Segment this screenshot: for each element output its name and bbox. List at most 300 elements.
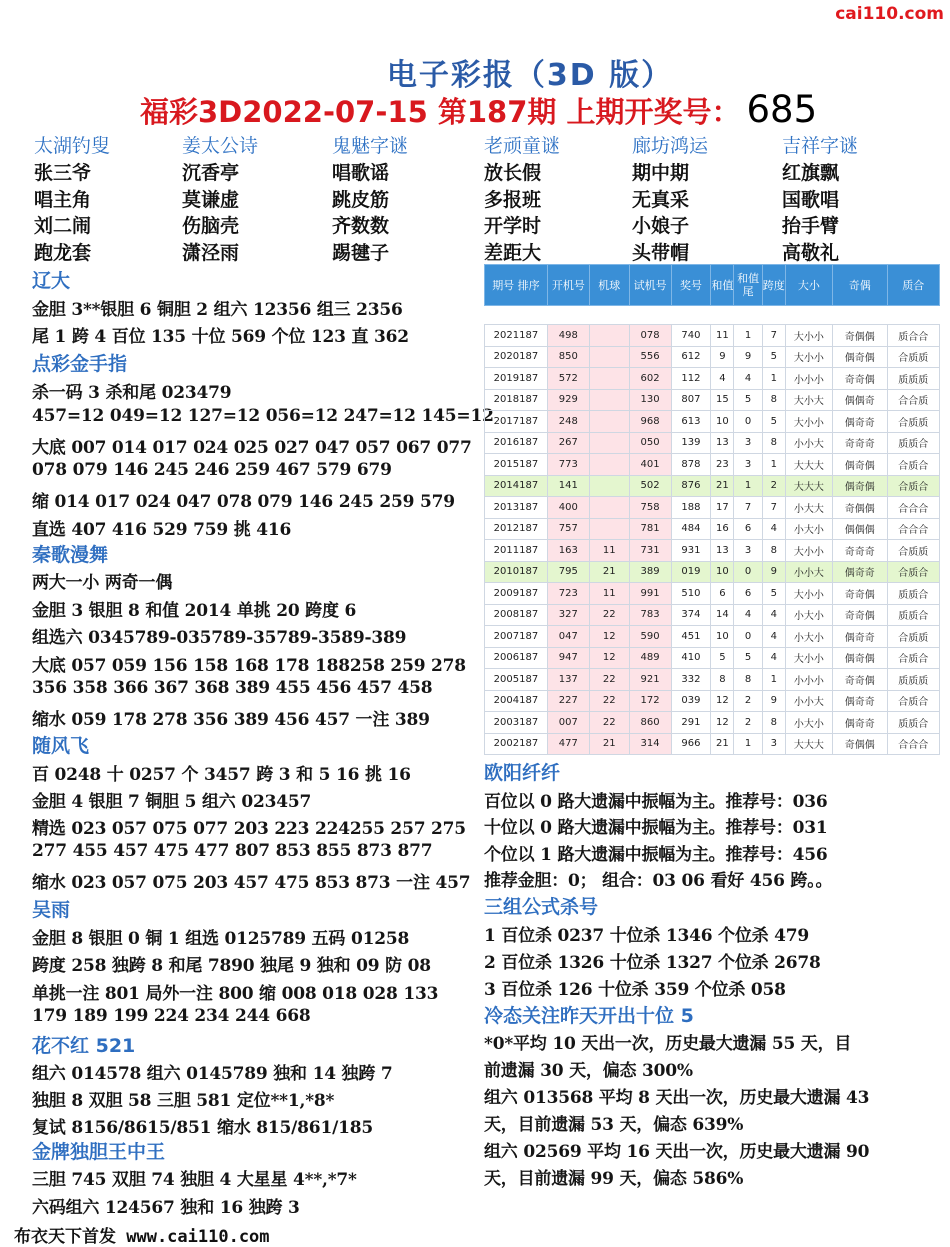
- table-cell: 2018187: [485, 389, 548, 411]
- section-heading: 金牌独胆王中王: [32, 1141, 166, 1163]
- table-cell: 267: [547, 432, 589, 454]
- column-author: 太湖钓叟: [34, 135, 111, 157]
- table-cell: 偶奇偶: [832, 647, 887, 669]
- tip-line: 百 0248 十 0257 个 3457 跨 3 和 5 16 挑 16: [32, 765, 411, 785]
- table-cell: 偶奇奇: [832, 712, 887, 734]
- table-cell: 质质合: [887, 712, 940, 734]
- table-cell: [589, 475, 629, 497]
- tip-line: 天，目前遗漏 99 天，偏态 586%: [484, 1169, 744, 1189]
- table-cell: 质质合: [887, 432, 940, 454]
- table-cell: 奇奇奇: [832, 432, 887, 454]
- riddle-item: 开学时: [484, 215, 542, 237]
- table-cell: 2: [762, 475, 785, 497]
- table-cell: 质质合: [887, 583, 940, 605]
- table-cell: 773: [547, 454, 589, 476]
- table-cell: 966: [671, 733, 711, 755]
- column-author: 姜太公诗: [182, 135, 259, 157]
- table-row: [485, 454, 940, 476]
- riddle-item: 刘二闹: [34, 215, 92, 237]
- table-cell: 929: [547, 389, 589, 411]
- riddle-item: 小娘子: [632, 215, 690, 237]
- table-row: [485, 325, 940, 347]
- table-cell: 大大大: [785, 454, 832, 476]
- table-cell: 3: [734, 432, 762, 454]
- table-cell: 4: [734, 604, 762, 626]
- table-cell: 2009187: [485, 583, 548, 605]
- table-cell: 奇偶偶: [832, 497, 887, 519]
- column-header: 奇偶: [832, 265, 887, 306]
- table-cell: 合质合: [887, 561, 940, 583]
- table-cell: 510: [671, 583, 711, 605]
- table-cell: [589, 346, 629, 368]
- section-heading: 三组公式杀号: [484, 896, 599, 918]
- tip-line: 组选六 0345789-035789-35789-3589-389: [32, 628, 407, 648]
- riddle-item: 跑龙套: [34, 241, 92, 264]
- table-cell: 2005187: [485, 669, 548, 691]
- tip-line: 直选 407 416 529 759 挑 416: [32, 520, 292, 540]
- table-cell: 8: [762, 712, 785, 734]
- table-cell: [589, 432, 629, 454]
- tip-line: 缩水 023 057 075 203 457 475 853 873 一注 457: [32, 873, 471, 893]
- table-cell: 332: [671, 669, 711, 691]
- table-cell: 10: [711, 411, 734, 433]
- table-cell: 2014187: [485, 475, 548, 497]
- table-cell: 781: [629, 518, 671, 540]
- table-cell: 大小小: [785, 346, 832, 368]
- column-header: 试机号: [629, 265, 671, 306]
- table-cell: 2010187: [485, 561, 548, 583]
- table-cell: 484: [671, 518, 711, 540]
- table-cell: 17: [711, 497, 734, 519]
- table-cell: 2015187: [485, 454, 548, 476]
- table-cell: 5: [711, 647, 734, 669]
- table-cell: 7: [734, 497, 762, 519]
- tip-line: 组六 014578 组六 0145789 独和 14 独跨 7: [32, 1064, 393, 1084]
- section-heading: 欧阳纤纤: [484, 762, 561, 784]
- column-author: 老顽童谜: [484, 135, 561, 157]
- table-cell: 12: [711, 712, 734, 734]
- table-cell: 007: [547, 712, 589, 734]
- table-cell: 1: [734, 475, 762, 497]
- table-cell: 合质合: [887, 690, 940, 712]
- tip-line: 尾 1 跨 4 百位 135 十位 569 个位 123 直 362: [32, 327, 409, 347]
- tip-line: 个位以 1 路大遗漏中振幅为主。推荐号：456: [484, 845, 828, 865]
- riddle-item: 张三爷: [34, 162, 92, 184]
- table-cell: 602: [629, 368, 671, 390]
- table-cell: 9: [711, 346, 734, 368]
- table-cell: 11: [589, 583, 629, 605]
- table-cell: 8: [762, 540, 785, 562]
- table-cell: 合质质: [887, 540, 940, 562]
- table-cell: 奇偶偶: [832, 325, 887, 347]
- table-cell: 5: [734, 647, 762, 669]
- tip-line: 金胆 3**银胆 6 铜胆 2 组六 12356 组三 2356: [32, 300, 403, 320]
- table-cell: 188: [671, 497, 711, 519]
- table-row: [485, 497, 940, 519]
- riddle-item: 高敬礼: [782, 241, 840, 264]
- table-cell: 2008187: [485, 604, 548, 626]
- table-cell: 小小大: [785, 561, 832, 583]
- table-cell: 2019187: [485, 368, 548, 390]
- site-watermark: cai110.com: [835, 4, 944, 24]
- column-author: 鬼魅字谜: [332, 135, 409, 157]
- table-cell: 22: [589, 669, 629, 691]
- table-cell: 047: [547, 626, 589, 648]
- table-cell: [589, 411, 629, 433]
- table-cell: 小小小: [785, 368, 832, 390]
- tip-line: 单挑一注 801 局外一注 800 缩 008 018 028 133: [32, 984, 439, 1004]
- table-cell: 12: [711, 690, 734, 712]
- table-cell: 731: [629, 540, 671, 562]
- table-cell: 大大大: [785, 475, 832, 497]
- table-cell: 0: [734, 561, 762, 583]
- table-cell: 2013187: [485, 497, 548, 519]
- riddle-item: 莫谦虚: [182, 188, 240, 211]
- table-cell: 合质质: [887, 346, 940, 368]
- table-row: [485, 411, 940, 433]
- table-cell: 大小小: [785, 325, 832, 347]
- table-cell: 947: [547, 647, 589, 669]
- table-cell: 400: [547, 497, 589, 519]
- table-cell: 7: [762, 497, 785, 519]
- table-cell: 14: [711, 604, 734, 626]
- table-cell: 偶奇奇: [832, 626, 887, 648]
- table-cell: [589, 325, 629, 347]
- table-cell: 21: [589, 733, 629, 755]
- table-cell: 172: [629, 690, 671, 712]
- table-cell: 11: [711, 325, 734, 347]
- table-cell: 758: [629, 497, 671, 519]
- table-cell: 合质合: [887, 475, 940, 497]
- column-header: 大小: [785, 265, 832, 306]
- table-cell: 奇奇偶: [832, 583, 887, 605]
- table-cell: 10: [711, 626, 734, 648]
- table-cell: 374: [671, 604, 711, 626]
- table-cell: 21: [589, 561, 629, 583]
- table-cell: 奇奇偶: [832, 669, 887, 691]
- table-cell: 小大小: [785, 712, 832, 734]
- table-cell: 合质合: [887, 647, 940, 669]
- table-cell: 968: [629, 411, 671, 433]
- table-cell: 130: [629, 389, 671, 411]
- table-row: [485, 647, 940, 669]
- table-row: [485, 389, 940, 411]
- table-row: [485, 368, 940, 390]
- column-author: 吉祥字谜: [782, 135, 859, 157]
- table-cell: 050: [629, 432, 671, 454]
- table-gap-row: [485, 306, 940, 325]
- table-row: [485, 346, 940, 368]
- tip-line: 277 455 457 475 477 807 853 855 873 877: [32, 841, 433, 861]
- table-cell: [589, 389, 629, 411]
- table-cell: 小小大: [785, 690, 832, 712]
- table-cell: 807: [671, 389, 711, 411]
- table-cell: 921: [629, 669, 671, 691]
- table-cell: 1: [734, 733, 762, 755]
- tip-line: 大底 057 059 156 158 168 178 188258 259 278: [32, 656, 466, 676]
- tip-line: 1 百位杀 0237 十位杀 1346 个位杀 479: [484, 926, 810, 946]
- table-cell: 质质质: [887, 669, 940, 691]
- tip-line: 金胆 8 银胆 0 铜 1 组选 0125789 五码 01258: [32, 929, 410, 949]
- table-cell: 偶奇奇: [832, 561, 887, 583]
- table-cell: 5: [762, 346, 785, 368]
- riddle-item: 伤脑壳: [182, 215, 240, 237]
- table-cell: 大小小: [785, 411, 832, 433]
- table-cell: 小小小: [785, 669, 832, 691]
- tip-line: 天，目前遗漏 53 天，偏态 639%: [484, 1115, 744, 1135]
- table-cell: 奇偶偶: [832, 733, 887, 755]
- table-cell: 6: [734, 583, 762, 605]
- riddle-item: 红旗飘: [782, 162, 840, 184]
- table-cell: 奇奇偶: [832, 368, 887, 390]
- table-cell: 489: [629, 647, 671, 669]
- column-header: 和值尾: [734, 265, 762, 306]
- table-cell: 4: [762, 626, 785, 648]
- table-cell: 12: [589, 647, 629, 669]
- table-cell: 1: [762, 669, 785, 691]
- tip-line: 推荐金胆：0； 组合：03 06 看好 456 跨。。: [484, 871, 833, 891]
- table-row: [485, 690, 940, 712]
- riddle-item: 唱主角: [34, 188, 92, 211]
- table-cell: 0: [734, 626, 762, 648]
- table-cell: 8: [762, 389, 785, 411]
- table-cell: 23: [711, 454, 734, 476]
- table-cell: 9: [762, 561, 785, 583]
- table-cell: 141: [547, 475, 589, 497]
- page-title: 电子彩报（3D 版）: [386, 58, 674, 93]
- tip-line: 百位以 0 路大遗漏中振幅为主。推荐号：036: [484, 792, 828, 812]
- table-cell: 小大大: [785, 497, 832, 519]
- table-row: [485, 712, 940, 734]
- table-cell: 572: [547, 368, 589, 390]
- table-cell: 410: [671, 647, 711, 669]
- table-cell: 合合合: [887, 497, 940, 519]
- table-cell: 4: [762, 604, 785, 626]
- riddle-item: 唱歌谣: [332, 162, 390, 184]
- section-heading: 冷态关注昨天开出十位 5: [484, 1005, 694, 1027]
- riddle-item: 头带帽: [632, 241, 690, 264]
- table-cell: 556: [629, 346, 671, 368]
- table-cell: 合质质: [887, 411, 940, 433]
- table-cell: 9: [734, 346, 762, 368]
- table-cell: 2006187: [485, 647, 548, 669]
- tip-line: 精选 023 057 075 077 203 223 224255 257 275: [32, 819, 466, 839]
- table-cell: 1: [762, 454, 785, 476]
- table-row: [485, 583, 940, 605]
- table-cell: 2: [734, 690, 762, 712]
- table-cell: 7: [762, 325, 785, 347]
- section-heading: 花不红 521: [32, 1035, 136, 1057]
- table-cell: 2020187: [485, 346, 548, 368]
- tip-line: 356 358 366 367 368 389 455 456 457 458: [32, 678, 433, 698]
- table-cell: 合质质: [887, 626, 940, 648]
- section-heading: 吴雨: [32, 899, 71, 921]
- table-cell: 248: [547, 411, 589, 433]
- footer-credit: 布衣天下首发 www.cai110.com: [14, 1227, 270, 1247]
- table-cell: 0: [734, 411, 762, 433]
- table-cell: 4: [762, 647, 785, 669]
- table-cell: 偶偶偶: [832, 518, 887, 540]
- section-heading: 随风飞: [32, 735, 90, 757]
- riddle-item: 期中期: [632, 162, 690, 184]
- table-cell: 039: [671, 690, 711, 712]
- table-cell: 3: [734, 454, 762, 476]
- riddle-item: 沉香亭: [182, 162, 240, 184]
- table-cell: [589, 454, 629, 476]
- section-heading: 辽大: [32, 270, 71, 292]
- column-header: 机球: [589, 265, 629, 306]
- table-row: [485, 561, 940, 583]
- table-cell: 850: [547, 346, 589, 368]
- riddle-item: 齐数数: [332, 215, 390, 237]
- table-cell: 合合质: [887, 389, 940, 411]
- riddle-item: 踢毽子: [332, 241, 390, 264]
- table-cell: 2003187: [485, 712, 548, 734]
- tip-line: 078 079 146 245 246 259 467 579 679: [32, 460, 392, 480]
- table-cell: 偶奇奇: [832, 690, 887, 712]
- section-heading: 点彩金手指: [32, 353, 128, 375]
- tip-line: 缩水 059 178 278 356 389 456 457 一注 389: [32, 710, 430, 730]
- table-cell: [589, 497, 629, 519]
- table-cell: 783: [629, 604, 671, 626]
- table-cell: 8: [734, 669, 762, 691]
- table-cell: 大大大: [785, 733, 832, 755]
- table-cell: 740: [671, 325, 711, 347]
- tip-line: 大底 007 014 017 024 025 027 047 057 067 077: [32, 438, 472, 458]
- table-row: [485, 626, 940, 648]
- table-cell: 15: [711, 389, 734, 411]
- table-cell: 偶奇偶: [832, 475, 887, 497]
- table-cell: 8: [762, 432, 785, 454]
- tip-line: 两大一小 两奇一偶: [32, 573, 173, 593]
- table-cell: 4: [734, 368, 762, 390]
- table-cell: 590: [629, 626, 671, 648]
- table-cell: 2017187: [485, 411, 548, 433]
- riddle-item: 多报班: [484, 188, 542, 211]
- table-cell: 质质合: [887, 604, 940, 626]
- table-cell: 1: [762, 368, 785, 390]
- table-cell: 大小小: [785, 647, 832, 669]
- table-cell: 13: [711, 540, 734, 562]
- table-row: [485, 604, 940, 626]
- table-cell: 质质质: [887, 368, 940, 390]
- tip-line: 179 189 199 224 234 244 668: [32, 1006, 311, 1026]
- tip-line: 缩 014 017 024 047 078 079 146 245 259 579: [32, 492, 455, 512]
- tip-line: 三胆 745 双胆 74 独胆 4 大星星 4**,*7*: [32, 1170, 357, 1190]
- table-cell: 2021187: [485, 325, 548, 347]
- table-cell: 6: [711, 583, 734, 605]
- tip-line: 复试 8156/8615/851 缩水 815/861/185: [32, 1118, 373, 1138]
- tip-line: 十位以 0 路大遗漏中振幅为主。推荐号：031: [484, 818, 828, 838]
- column-header: 和值: [711, 265, 734, 306]
- table-cell: 偶奇偶: [832, 346, 887, 368]
- table-cell: 21: [711, 733, 734, 755]
- table-cell: 2004187: [485, 690, 548, 712]
- riddle-item: 国歌唱: [782, 188, 840, 211]
- table-row: [485, 540, 940, 562]
- table-cell: 2002187: [485, 733, 548, 755]
- table-cell: 163: [547, 540, 589, 562]
- table-cell: 大小大: [785, 389, 832, 411]
- table-cell: 078: [629, 325, 671, 347]
- table-cell: 5: [762, 583, 785, 605]
- table-cell: 16: [711, 518, 734, 540]
- tip-line: 457=12 049=12 127=12 056=12 247=12 145=12: [32, 406, 494, 426]
- table-cell: 795: [547, 561, 589, 583]
- table-cell: 偶奇偶: [832, 454, 887, 476]
- table-row: [485, 475, 940, 497]
- tip-line: 独胆 8 双胆 58 三胆 581 定位**1,*8*: [32, 1091, 335, 1111]
- riddle-item: 放长假: [484, 162, 542, 184]
- table-cell: 876: [671, 475, 711, 497]
- table-cell: 612: [671, 346, 711, 368]
- riddle-item: 无真采: [632, 188, 690, 211]
- section-heading: 秦歌漫舞: [32, 544, 109, 566]
- table-cell: 22: [589, 712, 629, 734]
- table-cell: 质合合: [887, 325, 940, 347]
- table-cell: 498: [547, 325, 589, 347]
- table-cell: 502: [629, 475, 671, 497]
- column-author: 廊坊鸿运: [632, 135, 709, 157]
- tip-line: 跨度 258 独跨 8 和尾 7890 独尾 9 独和 09 防 08: [32, 956, 431, 976]
- table-cell: 451: [671, 626, 711, 648]
- table-cell: 227: [547, 690, 589, 712]
- tip-line: 3 百位杀 126 十位杀 359 个位杀 058: [484, 980, 786, 1000]
- column-header: 质合: [887, 265, 940, 306]
- table-cell: 860: [629, 712, 671, 734]
- tip-line: 2 百位杀 1326 十位杀 1327 个位杀 2678: [484, 953, 821, 973]
- table-cell: 奇奇奇: [832, 540, 887, 562]
- table-cell: 6: [734, 518, 762, 540]
- table-cell: 小大小: [785, 626, 832, 648]
- table-cell: 1: [734, 325, 762, 347]
- table-cell: [589, 368, 629, 390]
- table-cell: 139: [671, 432, 711, 454]
- tip-line: 组六 013568 平均 8 天出一次，历史最大遗漏 43: [484, 1088, 870, 1108]
- table-cell: 22: [589, 690, 629, 712]
- table-cell: 2: [734, 712, 762, 734]
- table-cell: 大小小: [785, 583, 832, 605]
- tip-line: *0*平均 10 天出一次，历史最大遗漏 55 天，目: [484, 1034, 852, 1054]
- table-row: [485, 432, 940, 454]
- table-cell: 偶偶奇: [832, 389, 887, 411]
- table-row: [485, 669, 940, 691]
- column-header: 跨度: [762, 265, 785, 306]
- table-header-row: [485, 265, 940, 306]
- table-cell: 22: [589, 604, 629, 626]
- table-cell: 21: [711, 475, 734, 497]
- riddle-item: 跳皮筋: [332, 188, 390, 211]
- table-cell: 2012187: [485, 518, 548, 540]
- table-cell: 931: [671, 540, 711, 562]
- table-cell: 2011187: [485, 540, 548, 562]
- table-cell: 合质合: [887, 454, 940, 476]
- riddle-item: 潇泾雨: [182, 241, 240, 264]
- table-cell: 477: [547, 733, 589, 755]
- table-cell: 2007187: [485, 626, 548, 648]
- tip-line: 前遗漏 30 天，偏态 300%: [484, 1061, 693, 1081]
- table-cell: 12: [589, 626, 629, 648]
- riddle-item: 抬手臂: [782, 215, 840, 237]
- tip-line: 杀一码 3 杀和尾 023479: [32, 383, 232, 403]
- table-cell: 13: [711, 432, 734, 454]
- table-cell: 723: [547, 583, 589, 605]
- table-cell: 奇奇偶: [832, 604, 887, 626]
- table-cell: 401: [629, 454, 671, 476]
- table-cell: 合合合: [887, 518, 940, 540]
- table-cell: 757: [547, 518, 589, 540]
- table-cell: 4: [762, 518, 785, 540]
